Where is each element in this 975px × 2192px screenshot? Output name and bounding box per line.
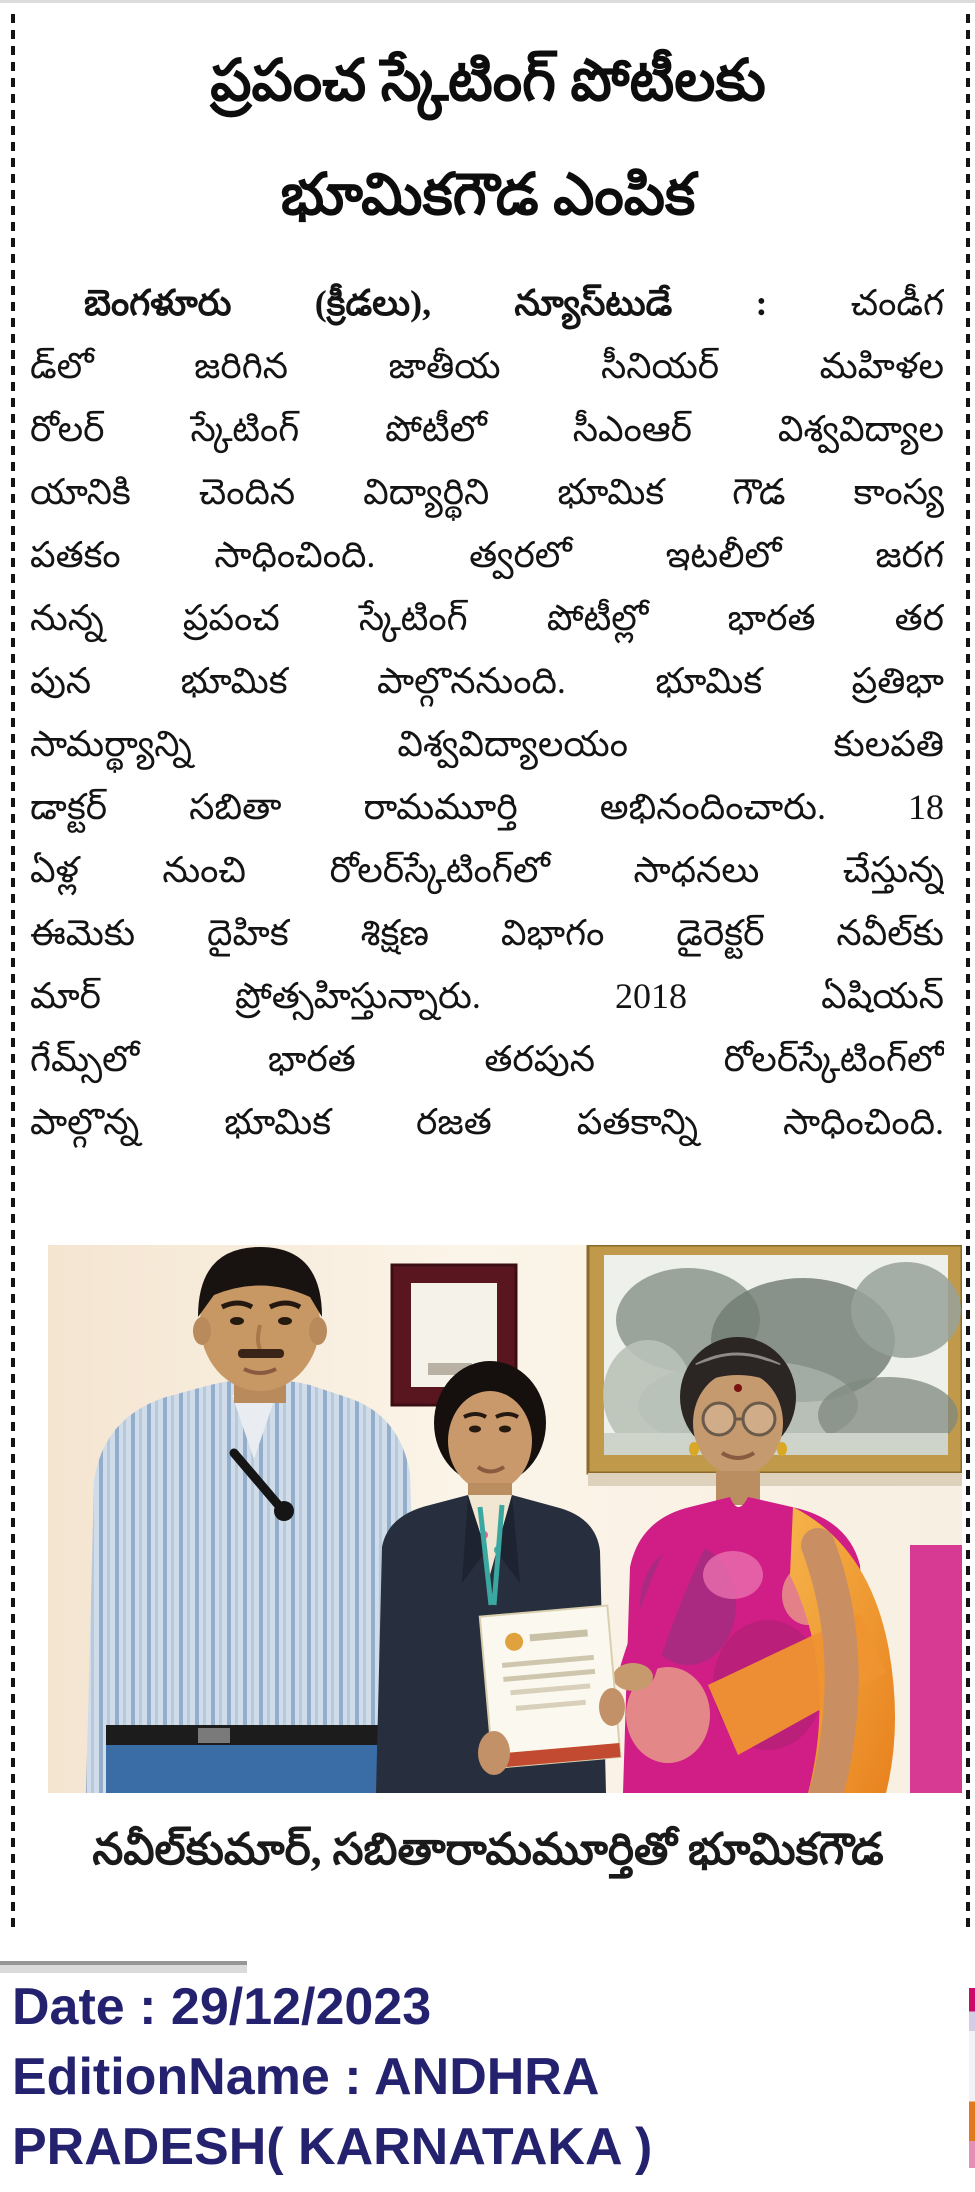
body-line: రోలర్ స్కేటింగ్ పోటీలో సీఎంఆర్ విశ్వవిద్యాల [30,409,944,449]
body-line: పాల్గొన్న భూమిక రజత పతకాన్ని సాధించింది. [30,1102,944,1142]
body-line: ఏళ్ల నుంచి రోలర్‌స్కేటింగ్‌లో సాధనలు చేస్తున్న [30,850,944,890]
adjacent-clipping-sliver [969,1988,975,2168]
article-body [30,272,944,1154]
headline-line-2: భూమికగౌడ ఎంపిక [280,162,696,227]
body-line: పున భూమిక పాల్గొననుంది. భూమిక ప్రతిభా [30,661,944,701]
clip-edition-line-2: PRADESH( KARNATAKA ) [12,2118,653,2176]
clip-dashed-border-left [11,14,15,1932]
article [28,0,948,2192]
photo-caption: నవీల్‌కుమార్, సబితారామమూర్తితో భూమికగౌడ [92,1825,884,1874]
dateline: బెంగళూరు (క్రీడలు), న్యూస్‌టుడే : [84,283,768,323]
body-line: పతకం సాధించింది. త్వరలో ఇటలీలో జరగ [30,535,944,575]
clip-metadata [12,1972,712,2182]
clip-dashed-border-right [966,14,970,1932]
article-photo [48,1245,962,1793]
clip-edition-line-1: EditionName : ANDHRA [12,2048,600,2106]
article-headline [28,24,948,252]
clip-date: Date : 29/12/2023 [12,1978,432,2036]
body-line: మార్ ప్రోత్సహిస్తున్నారు. 2018 ఏషియన్ [30,976,944,1016]
headline-line-1: ప్రపంచ స్కేటింగ్ పోటీలకు [210,48,766,113]
body-line: డ్‌లో జరిగిన జాతీయ సీనియర్ మహిళల [30,346,944,386]
body-line: నున్న ప్రపంచ స్కేటింగ్ పోటీల్లో భారత తర [30,598,944,638]
body-line: డాక్టర్ సబితా రామమూర్తి అభినందించారు. 18 [30,787,944,827]
body-line: ఈమెకు దైహిక శిక్షణ విభాగం డైరెక్టర్ నవీల్‌కు [30,913,944,953]
body-line: గేమ్స్‌లో భారత తరపున రోలర్‌స్కేటింగ్‌లో [30,1039,944,1079]
body-line: బెంగళూరు (క్రీడలు), న్యూస్‌టుడే : చండీగ [84,283,944,323]
body-line: యానికి చెందిన విద్యార్థిని భూమిక గౌడ కాంస్య [30,472,944,512]
bindi [734,1384,742,1392]
body-line: సామర్థ్యాన్ని విశ్వవిద్యాలయం కులపతి [30,724,944,764]
